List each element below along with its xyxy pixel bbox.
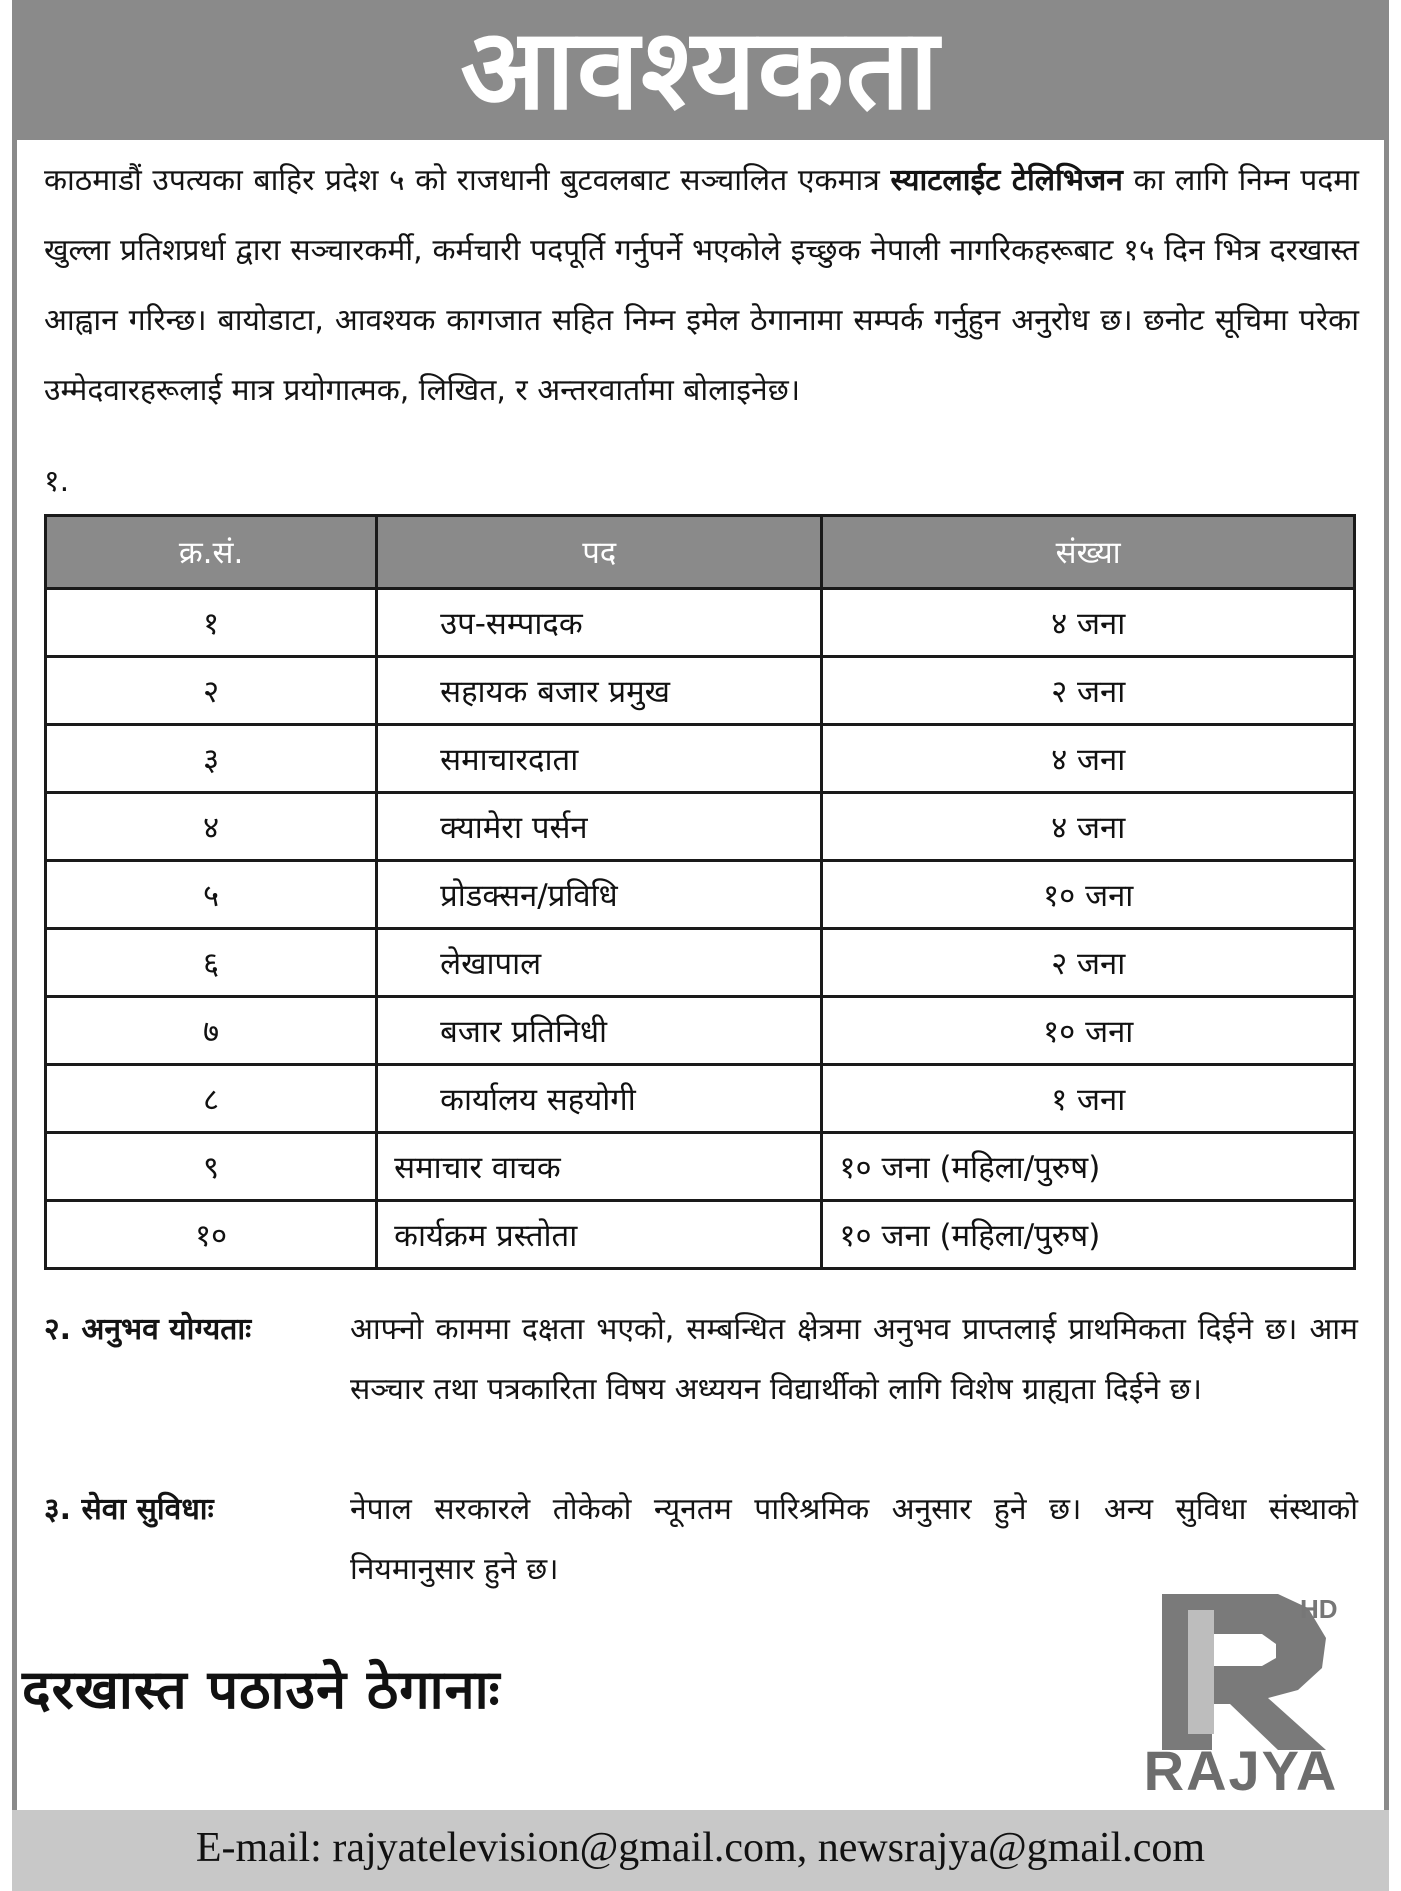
intro-text-before: काठमाडौं उपत्यका बाहिर प्रदेश ५ को राजधानी बुटवलबाट सञ्चालित एकमात्र — [44, 163, 891, 198]
cell-post: बजार प्रतिनिधी — [377, 997, 822, 1065]
cell-sn: ४ — [46, 793, 377, 861]
experience-text: आफ्नो काममा दक्षता भएको, सम्बन्धित क्षेत्रमा अनुभव प्राप्तलाई प्राथमिकता दिईने छ। आम सञ्चार तथा पत्रकारिता विषय अध्ययन विद्यार्थीको लागि विशेष ग्राह्यता दिईने छ। — [350, 1312, 1358, 1407]
intro-text-after: का लागि निम्न पदमा खुल्ला प्रतिशप्रर्धा द्वारा सञ्चारकर्मी, कर्मचारी पदपूर्ति गर्नुपर्ने भएकोले इच्छुक नेपाली नागरिकहरूबाट १५ दिन भित्र दरखास्त आह्वान गरिन्छ। बायोडाटा, आवश्यक कागजात सहित निम्न इमेल ठेगानामा सम्पर्क गर्नुहुन अनुरोध छ। छनोट सूचिमा परेका उम्मेदवारहरूलाई मात्र प्रयोगात्मक, लिखित, र अन्तरवार्तामा बोलाइनेछ। — [44, 163, 1359, 408]
table-row — [46, 997, 1355, 1065]
cell-sn: ९ — [46, 1133, 377, 1201]
rajya-logo — [1118, 1588, 1358, 1808]
cell-count: १० जना (महिला/पुरुष) — [822, 1201, 1355, 1269]
table-row — [46, 1201, 1355, 1269]
cell-count: १० जना — [822, 861, 1355, 929]
cell-post: कार्यक्रम प्रस्तोता — [377, 1201, 822, 1269]
benefits-text: नेपाल सरकारले तोकेको न्यूनतम पारिश्रमिक अनुसार हुने छ। अन्य सुविधा संस्थाको नियमानुसार हुने छ। — [350, 1492, 1358, 1587]
cell-post: लेखापाल — [377, 929, 822, 997]
vacancy-table — [44, 514, 1356, 1270]
cell-count: १० जना — [822, 997, 1355, 1065]
table-row — [46, 657, 1355, 725]
cell-post: प्रोडक्सन/प्रविधि — [377, 861, 822, 929]
email-contact-bar: E-mail: rajyatelevision@gmail.com, newsrajya@gmail.com — [12, 1810, 1389, 1891]
section-number-1: १. — [44, 464, 70, 499]
table-row — [46, 1065, 1355, 1133]
intro-highlight: स्याटलाईट टेलिभिजन — [890, 163, 1123, 198]
header-post: पद — [377, 516, 822, 589]
logo-wordmark: RAJYA — [1143, 1739, 1339, 1802]
experience-section — [0, 1300, 1401, 1490]
cell-sn: ६ — [46, 929, 377, 997]
cell-sn: ८ — [46, 1065, 377, 1133]
benefits-label: ३. सेवा सुविधाः — [44, 1492, 214, 1527]
cell-sn: ७ — [46, 997, 377, 1065]
table-row — [46, 589, 1355, 657]
table-row — [46, 725, 1355, 793]
experience-label: २. अनुभव योग्यताः — [44, 1312, 252, 1347]
cell-count: ४ जना — [822, 589, 1355, 657]
header-sn: क्र.सं. — [46, 516, 377, 589]
cell-count: ४ जना — [822, 725, 1355, 793]
cell-count: १० जना (महिला/पुरुष) — [822, 1133, 1355, 1201]
table-row — [46, 1133, 1355, 1201]
cell-count: १ जना — [822, 1065, 1355, 1133]
cell-count: २ जना — [822, 929, 1355, 997]
cell-sn: २ — [46, 657, 377, 725]
cell-post: सहायक बजार प्रमुख — [377, 657, 822, 725]
cell-count: २ जना — [822, 657, 1355, 725]
logo-hd-text: HD — [1300, 1594, 1338, 1624]
cell-count: ४ जना — [822, 793, 1355, 861]
cell-sn: ३ — [46, 725, 377, 793]
table-row — [46, 861, 1355, 929]
cell-post: कार्यालय सहयोगी — [377, 1065, 822, 1133]
table-row — [46, 793, 1355, 861]
cell-sn: १० — [46, 1201, 377, 1269]
cell-post: समाचारदाता — [377, 725, 822, 793]
header-count: संख्या — [822, 516, 1355, 589]
address-heading: दरखास्त पठाउने ठेगानाः — [22, 1658, 501, 1721]
page-title: आवश्यकता — [460, 5, 941, 135]
table-row — [46, 929, 1355, 997]
cell-post: उप-सम्पादक — [377, 589, 822, 657]
intro-paragraph — [44, 146, 1359, 426]
cell-post: समाचार वाचक — [377, 1133, 822, 1201]
cell-sn: ५ — [46, 861, 377, 929]
table-header-row — [46, 516, 1355, 589]
cell-post: क्यामेरा पर्सन — [377, 793, 822, 861]
cell-sn: १ — [46, 589, 377, 657]
